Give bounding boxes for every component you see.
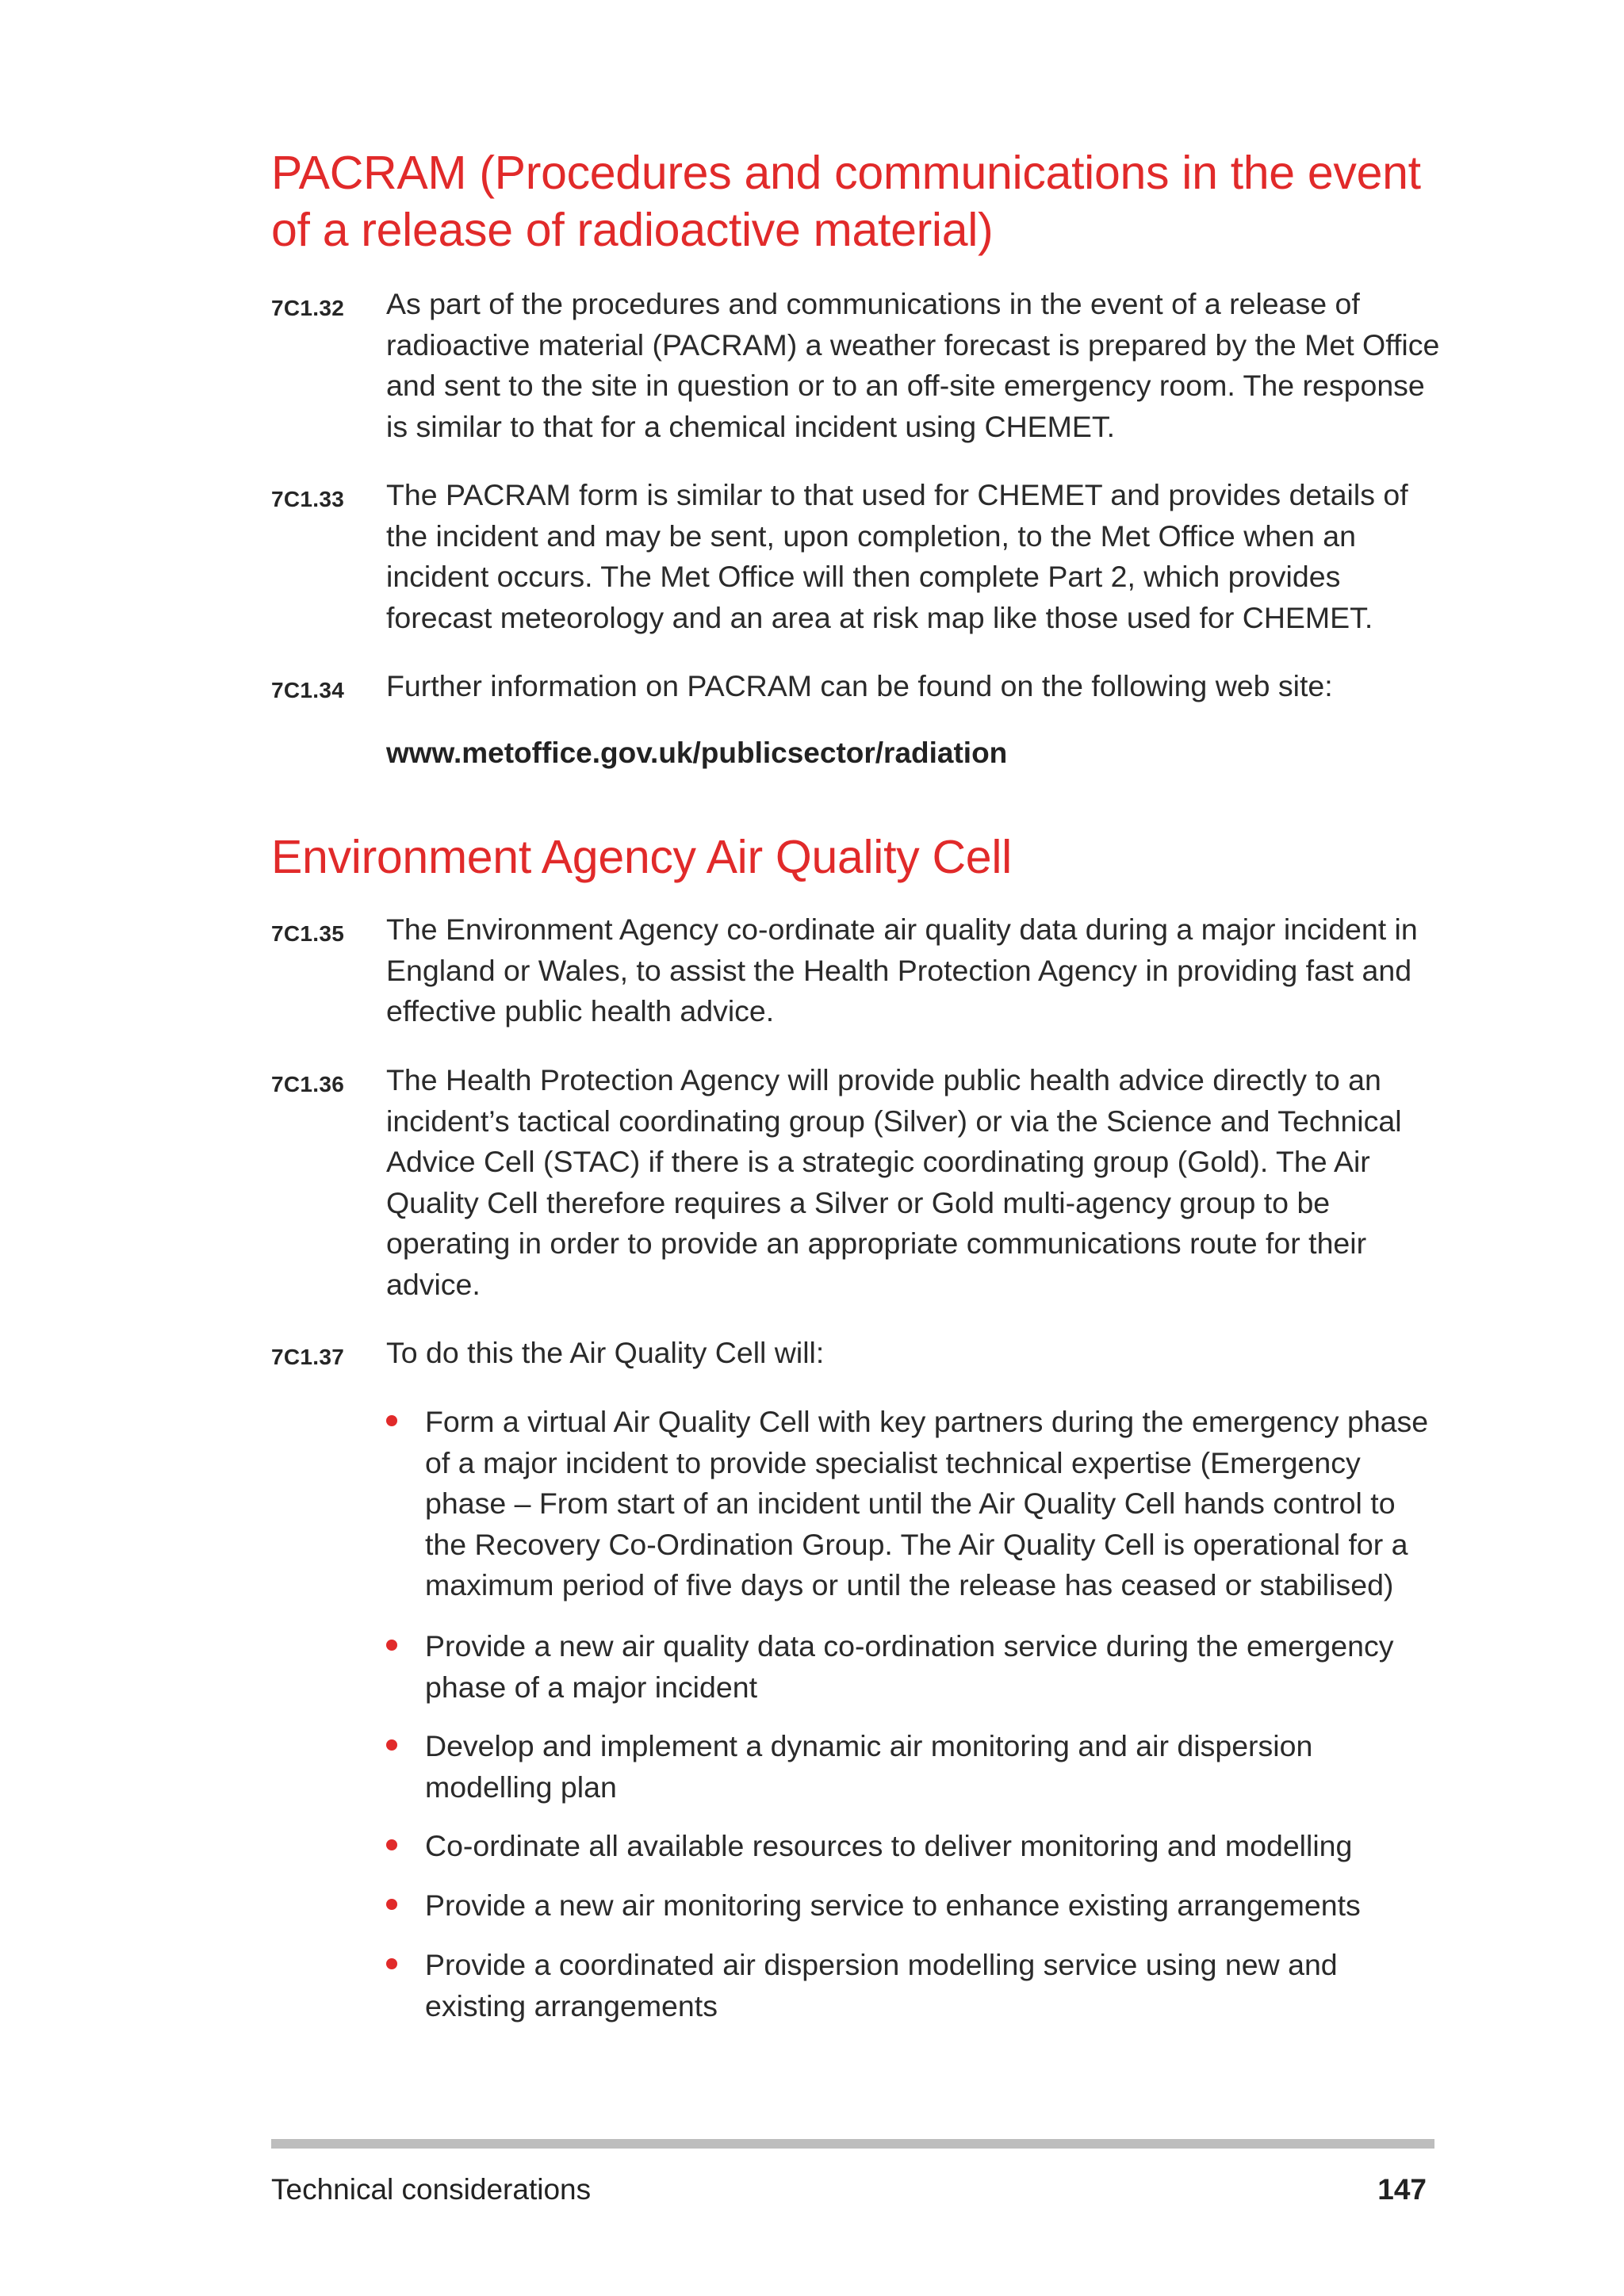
metoffice-radiation-link[interactable]: www.metoffice.gov.uk/publicsector/radiation [386, 737, 1008, 769]
footer-divider [271, 2139, 1434, 2149]
paragraph-text: As part of the procedures and communications in the event of a release of radioactive material (PACRAM) a weather forecast is prepared by the Met Office and sent to the site in question or to an off-site emergency room. The response is similar to that for a chemical incident using CHEMET. [386, 287, 1440, 443]
list-item-text: Co-ordinate all available resources to deliver monitoring and modelling [425, 1829, 1353, 1862]
paragraph-number: 7C1.32 [271, 296, 345, 320]
list-item-text: Provide a new air monitoring service to enhance existing arrangements [425, 1888, 1361, 1922]
bullet-icon [386, 1839, 397, 1850]
list-item-text: Provide a new air quality data co-ordination service during the emergency phase of a major incident [425, 1629, 1394, 1704]
section-heading-air-quality-cell: Environment Agency Air Quality Cell [271, 831, 1012, 883]
section-heading-pacram: PACRAM (Procedures and communications in the event of a release of radioactive material) [271, 147, 1421, 256]
footer-section-title: Technical considerations [271, 2173, 592, 2206]
paragraph-text: The Health Protection Agency will provide public health advice directly to an incident’s tactical coordinating group (Silver) or via the Science and Technical Advice Cell (STAC) if there is a strategic coordinating group (Gold). The Air Quality Cell therefore requires a Silver or Gold multi-agency group to be operating in order to provide an appropriate communications route for their advice. [386, 1063, 1402, 1301]
paragraph-number: 7C1.33 [271, 487, 345, 511]
paragraph-text: The Environment Agency co-ordinate air quality data during a major incident in England or Wales, to assist the Health Protection Agency in providing fast and effective public health advice. [386, 913, 1418, 1027]
bullet-icon [386, 1415, 397, 1426]
page-number: 147 [1377, 2173, 1427, 2206]
bullet-icon [386, 1640, 397, 1651]
paragraph-number: 7C1.34 [271, 678, 345, 702]
paragraph-number: 7C1.36 [271, 1072, 345, 1096]
paragraph-number: 7C1.35 [271, 921, 345, 946]
list-item-text: Develop and implement a dynamic air monitoring and air dispersion modelling plan [425, 1729, 1313, 1804]
list-item-text: Provide a coordinated air dispersion modelling service using new and existing arrangements [425, 1948, 1338, 2022]
list-item-text: Form a virtual Air Quality Cell with key partners during the emergency phase of a major incident to provide specialist technical expertise (Emergency phase – From start of an incident until the Air Quality Cell hands control to the Recovery Co-Ordination Group. The Air Quality Cell is operational for a maximum period of five days or until the release has ceased or stabilised) [425, 1405, 1429, 1601]
paragraph-text: To do this the Air Quality Cell will: [386, 1336, 825, 1369]
bullet-icon [386, 1739, 397, 1751]
paragraph-text: The PACRAM form is similar to that used for CHEMET and provides details of the incident and may be sent, upon completion, to the Met Office when an incident occurs. The Met Office will then complete Part 2, which provides forecast meteorology and an area at risk map like those used for CHEMET. [386, 478, 1408, 634]
bullet-icon [386, 1899, 397, 1910]
paragraph-text: Further information on PACRAM can be found on the following web site: [386, 669, 1333, 702]
paragraph-number: 7C1.37 [271, 1345, 345, 1369]
bullet-icon [386, 1958, 397, 1969]
